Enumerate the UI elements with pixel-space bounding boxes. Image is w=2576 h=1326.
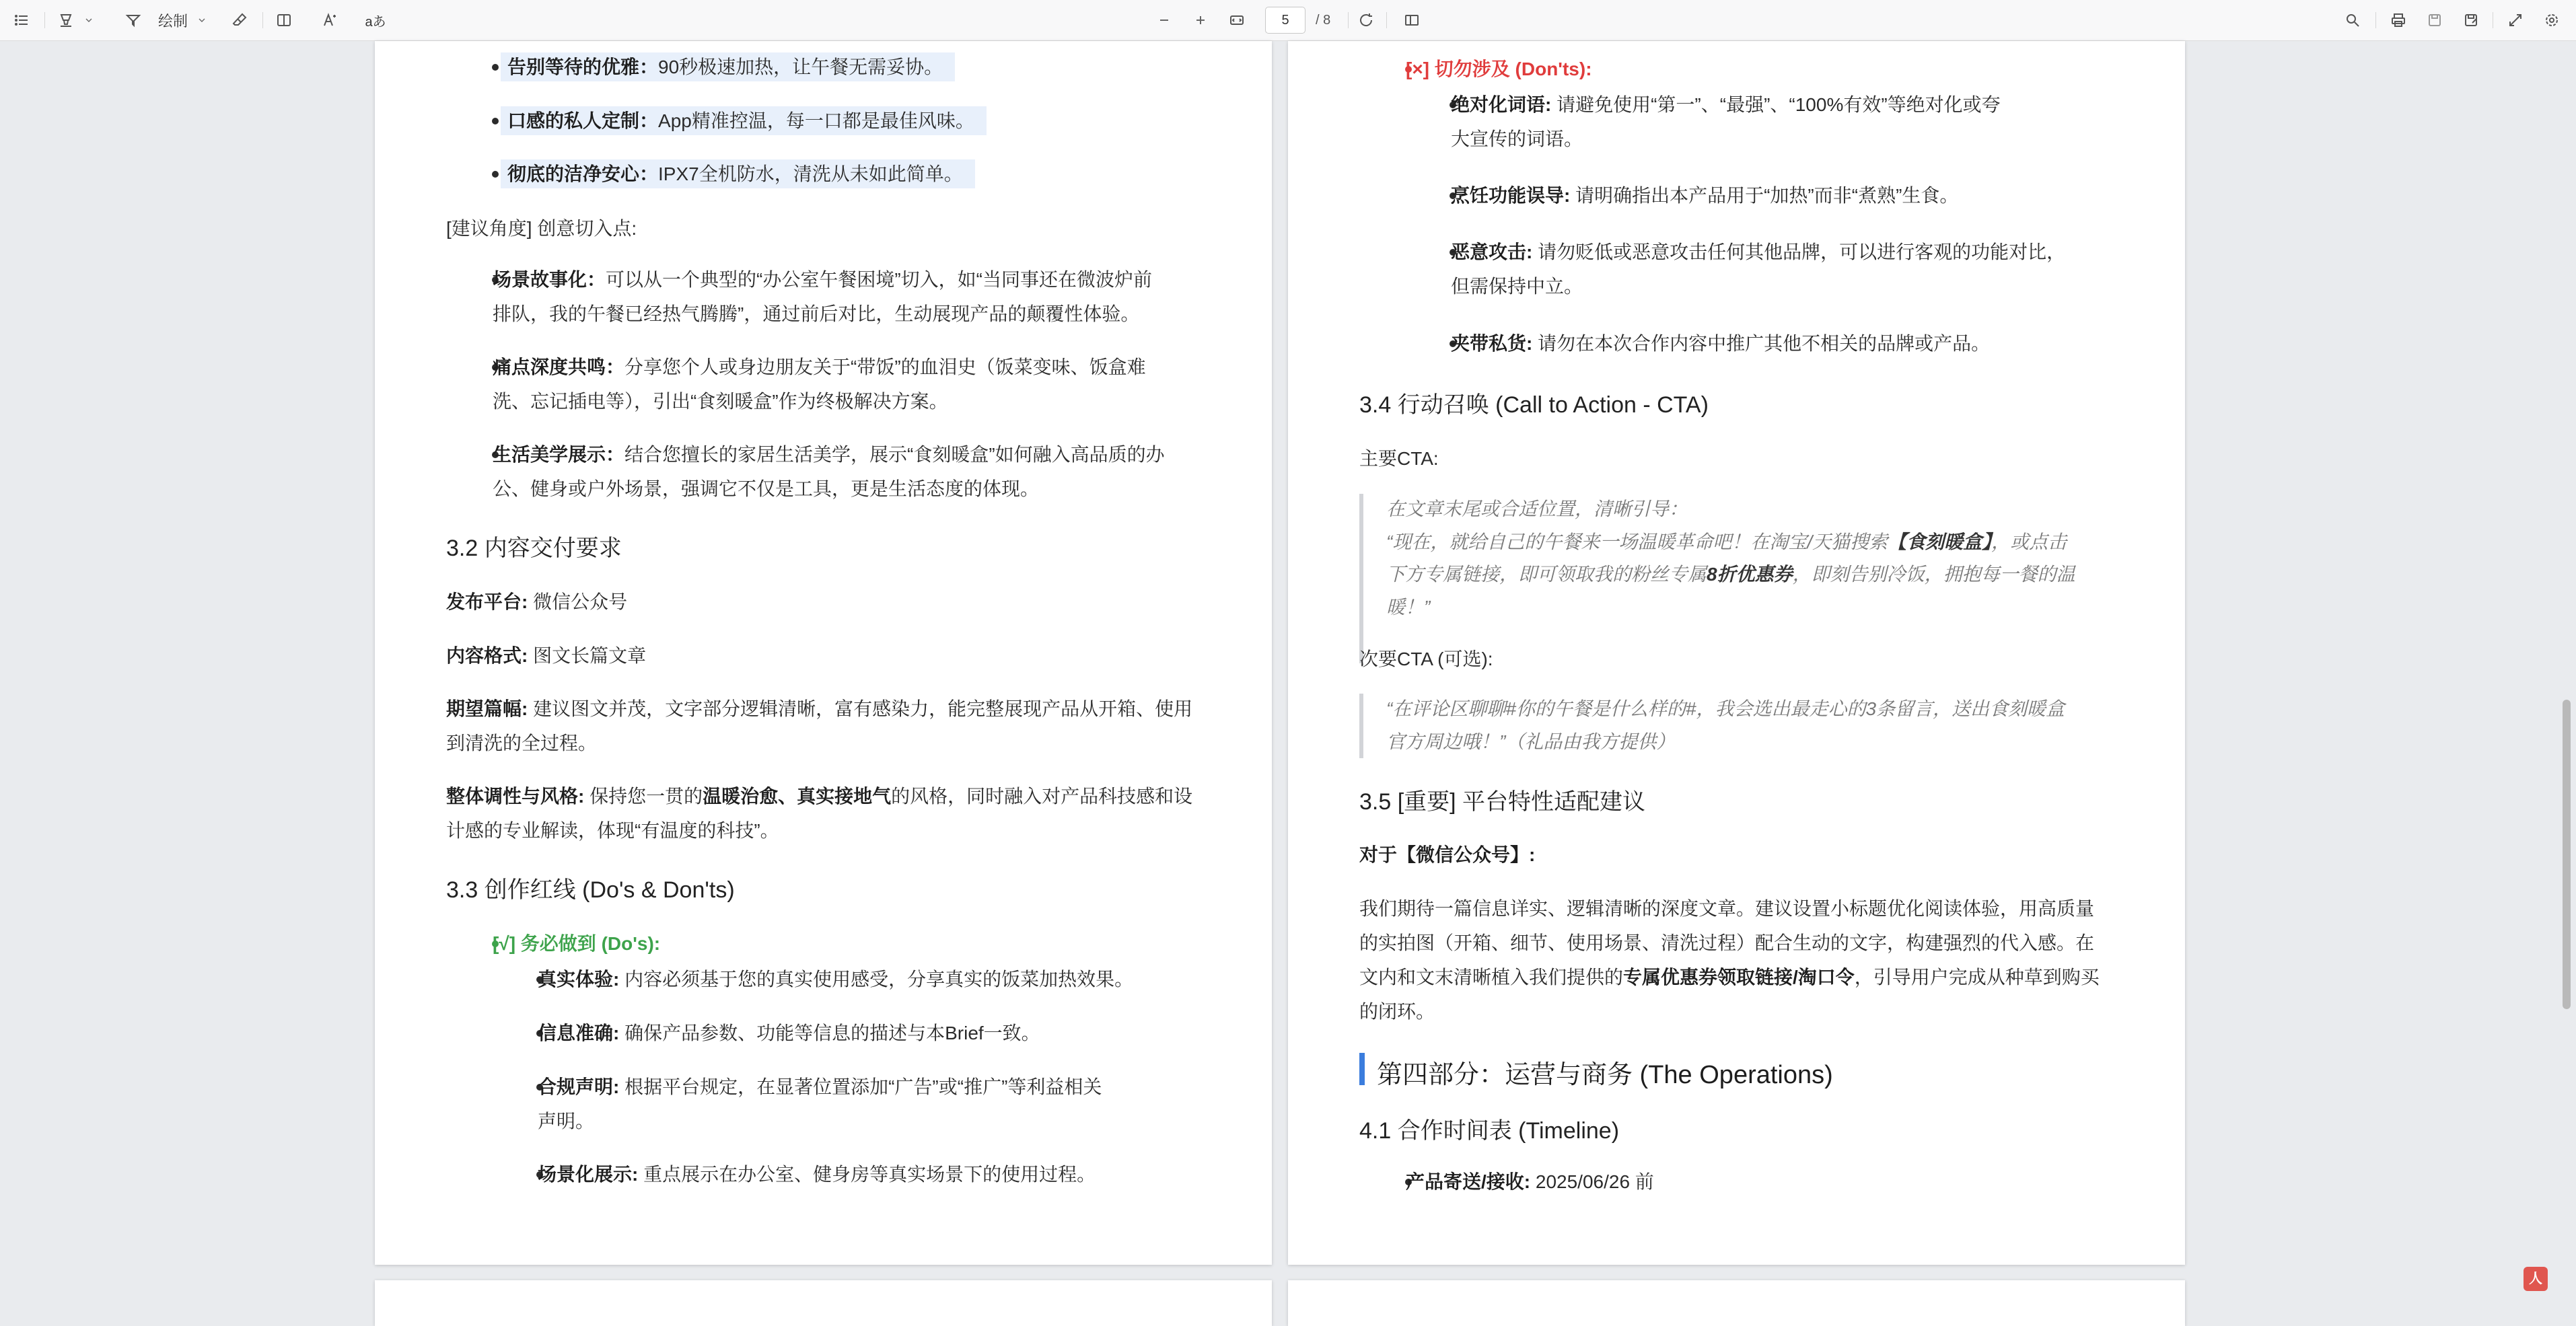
section-heading: 3.4 行动召唤 (Call to Action - CTA) [1359,392,1709,418]
save-as-icon[interactable] [2459,8,2483,32]
text-size-icon[interactable] [318,8,342,32]
style-line: 整体调性与风格: 保持您一贯的温暖治愈、真实接地气的风格，同时融入对产品科技感和设 [446,786,1193,807]
vertical-scrollbar[interactable] [2563,700,2571,1009]
donts-heading: [×] 切勿涉及 (Don'ts): [1406,59,1592,79]
paragraph-line: 的闭环。 [1359,1001,1435,1022]
paragraph-line: 的实拍图（开箱、细节、使用场景、清洗过程）配合生动的文字，构建强烈的代入感。在 [1359,932,2095,953]
page-layout-icon[interactable] [1400,8,1424,32]
divider [2375,12,2376,28]
page-content [375,41,1272,1265]
list-item-cont: 洗、忘记插电等），引出“食刻暖盒”作为终极解决方案。 [493,391,948,412]
pdf-page-left [375,41,1272,1265]
page-total: / 8 [1316,13,1331,28]
list-item-cont: 大宣传的词语。 [1451,128,1583,149]
rotate-icon[interactable] [1354,8,1378,32]
eraser-icon[interactable] [227,8,252,32]
list-item: 场景故事化：可以从一个典型的“办公室午餐困境”切入，如“当同事还在微波炉前 [493,269,1152,290]
list-item: 告别等待的优雅：90秒极速加热，让午餐无需妥协。 [493,52,955,79]
chevron-down-icon[interactable] [194,8,210,32]
pdf-page-right [1288,41,2185,1265]
list-item: 恶意攻击: 请勿贬低或恶意攻击任何其他品牌，可以进行客观的功能对比， [1451,242,2066,262]
length-line-cont: 到清洗的全过程。 [446,733,598,753]
angle-label: [建议角度] 创意切入点: [446,218,637,239]
text-case-icon[interactable]: aあ [365,14,386,30]
list-item: 烹饪功能误导: 请明确指出本产品用于“加热”而非“煮熟”生食。 [1451,185,1959,206]
format-line: 内容格式: 图文长篇文章 [446,645,647,666]
list-item: 彻底的洁净安心：IPX7全机防水，清洗从未如此简单。 [493,159,975,186]
sidebar-view-icon[interactable] [272,8,296,32]
list-item-cont: 公、健身或户外场景，强调它不仅是工具，更是生活态度的体现。 [493,478,1040,499]
draw-label[interactable]: 绘制 [157,12,188,30]
list-item: 场景化展示: 重点展示在办公室、健身房等真实场景下的使用过程。 [538,1164,1096,1185]
page-content [1288,41,2185,1265]
fit-page-icon[interactable] [1225,8,1249,32]
quote-line: 下方专属链接，即可领取我的粉丝专属8折优惠券，即刻告别冷饭，拥抱每一餐的温 [1386,564,2075,585]
page-number-input[interactable]: 5 [1265,7,1305,34]
quote-line: “在评论区聊聊#你的午餐是什么样的#，我会选出最走心的3条留言，送出食刻暖盒 [1386,698,2065,719]
pdf-app-icon: 人 [2524,1267,2548,1291]
divider [262,12,263,28]
part-heading: 第四部分：运营与商务 (The Operations) [1377,1061,1833,1089]
draw-icon[interactable] [121,8,145,32]
divider [44,12,45,28]
main-cta-label: 主要CTA: [1359,448,1439,469]
list-item: 绝对化词语: 请避免使用“第一”、“最强”、“100%有效”等绝对化或夸 [1451,94,2001,115]
quote-line: “现在，就给自己的午餐来一场温暖革命吧！在淘宝/天猫搜索【食刻暖盒】，或点击 [1386,531,2067,552]
paragraph-line: 文内和文末清晰植入我们提供的专属优惠券领取链接/淘口令，引导用户完成从种草到购买 [1359,967,2100,988]
settings-icon[interactable] [2540,8,2564,32]
section-heading: 4.1 合作时间表 (Timeline) [1359,1118,1620,1144]
list-item: 信息准确: 确保产品参数、功能等信息的描述与本Brief一致。 [538,1023,1040,1043]
pdf-page-next-left [375,1280,1272,1326]
list-item: 痛点深度共鸣：分享您个人或身边朋友关于“带饭”的血泪史（饭菜变味、饭盒难 [493,357,1146,377]
sub-cta-label: 次要CTA (可选): [1359,649,1493,669]
quote-bar [1359,694,1363,758]
divider [1348,12,1349,28]
for-wechat-label: 对于【微信公众号】: [1359,844,1536,865]
zoom-out-icon[interactable] [1152,8,1176,32]
list-item: 口感的私人定制：App精准控温，每一口都是最佳风味。 [493,106,987,133]
list-item: 合规声明: 根据平台规定，在显著位置添加“广告”或“推广”等利益相关 [538,1076,1102,1097]
divider [1386,12,1387,28]
heading-accent-bar [1359,1053,1365,1085]
list-item: 生活美学展示：结合您擅长的家居生活美学，展示“食刻暖盒”如何融入高品质的办 [493,444,1165,465]
platform-line: 发布平台: 微信公众号 [446,591,628,612]
quote-line: 暖！” [1386,597,1431,618]
length-line: 期望篇幅: 建议图文并茂，文字部分逻辑清晰，富有感染力，能完整展现产品从开箱、使用 [446,698,1193,719]
quote-line: 在文章末尾或合适位置，清晰引导： [1386,499,1688,519]
list-item: 产品寄送/接收: 2025/06/26 前 [1406,1171,1654,1192]
chevron-down-icon[interactable] [81,8,97,32]
outline-toggle-icon[interactable] [9,8,34,32]
list-item: 夹带私货: 请勿在本次合作内容中推广其他不相关的品牌或产品。 [1451,333,1991,354]
search-icon[interactable] [2340,8,2365,32]
list-item-cont: 但需保持中立。 [1451,276,1583,297]
save-icon[interactable] [2423,8,2447,32]
pdf-page-next-right [1288,1280,2185,1326]
style-line-cont: 计感的专业解读，体现“有温度的科技”。 [446,820,779,841]
list-item-cont: 排队，我的午餐已经热气腾腾”，通过前后对比，生动展现产品的颠覆性体验。 [493,303,1140,324]
section-heading: 3.5 [重要] 平台特性适配建议 [1359,789,1646,815]
expand-icon[interactable] [2503,8,2528,32]
print-icon[interactable] [2386,8,2410,32]
highlight-icon[interactable] [54,8,78,32]
quote-bar [1359,494,1363,663]
zoom-in-icon[interactable] [1188,8,1213,32]
list-item-cont: 声明。 [538,1111,595,1132]
viewer-toolbar [0,0,2576,41]
section-heading: 3.2 内容交付要求 [446,536,622,561]
section-heading: 3.3 创作红线 (Do's & Don'ts) [446,877,735,903]
paragraph-line: 我们期待一篇信息详实、逻辑清晰的深度文章。建议设置小标题优化阅读体验，用高质量 [1359,898,2095,919]
list-item: 真实体验: 内容必须基于您的真实使用感受，分享真实的饭菜加热效果。 [538,969,1134,990]
quote-line: 官方周边哦！”（礼品由我方提供） [1386,731,1676,752]
dos-heading: [√] 务必做到 (Do's): [493,933,661,954]
